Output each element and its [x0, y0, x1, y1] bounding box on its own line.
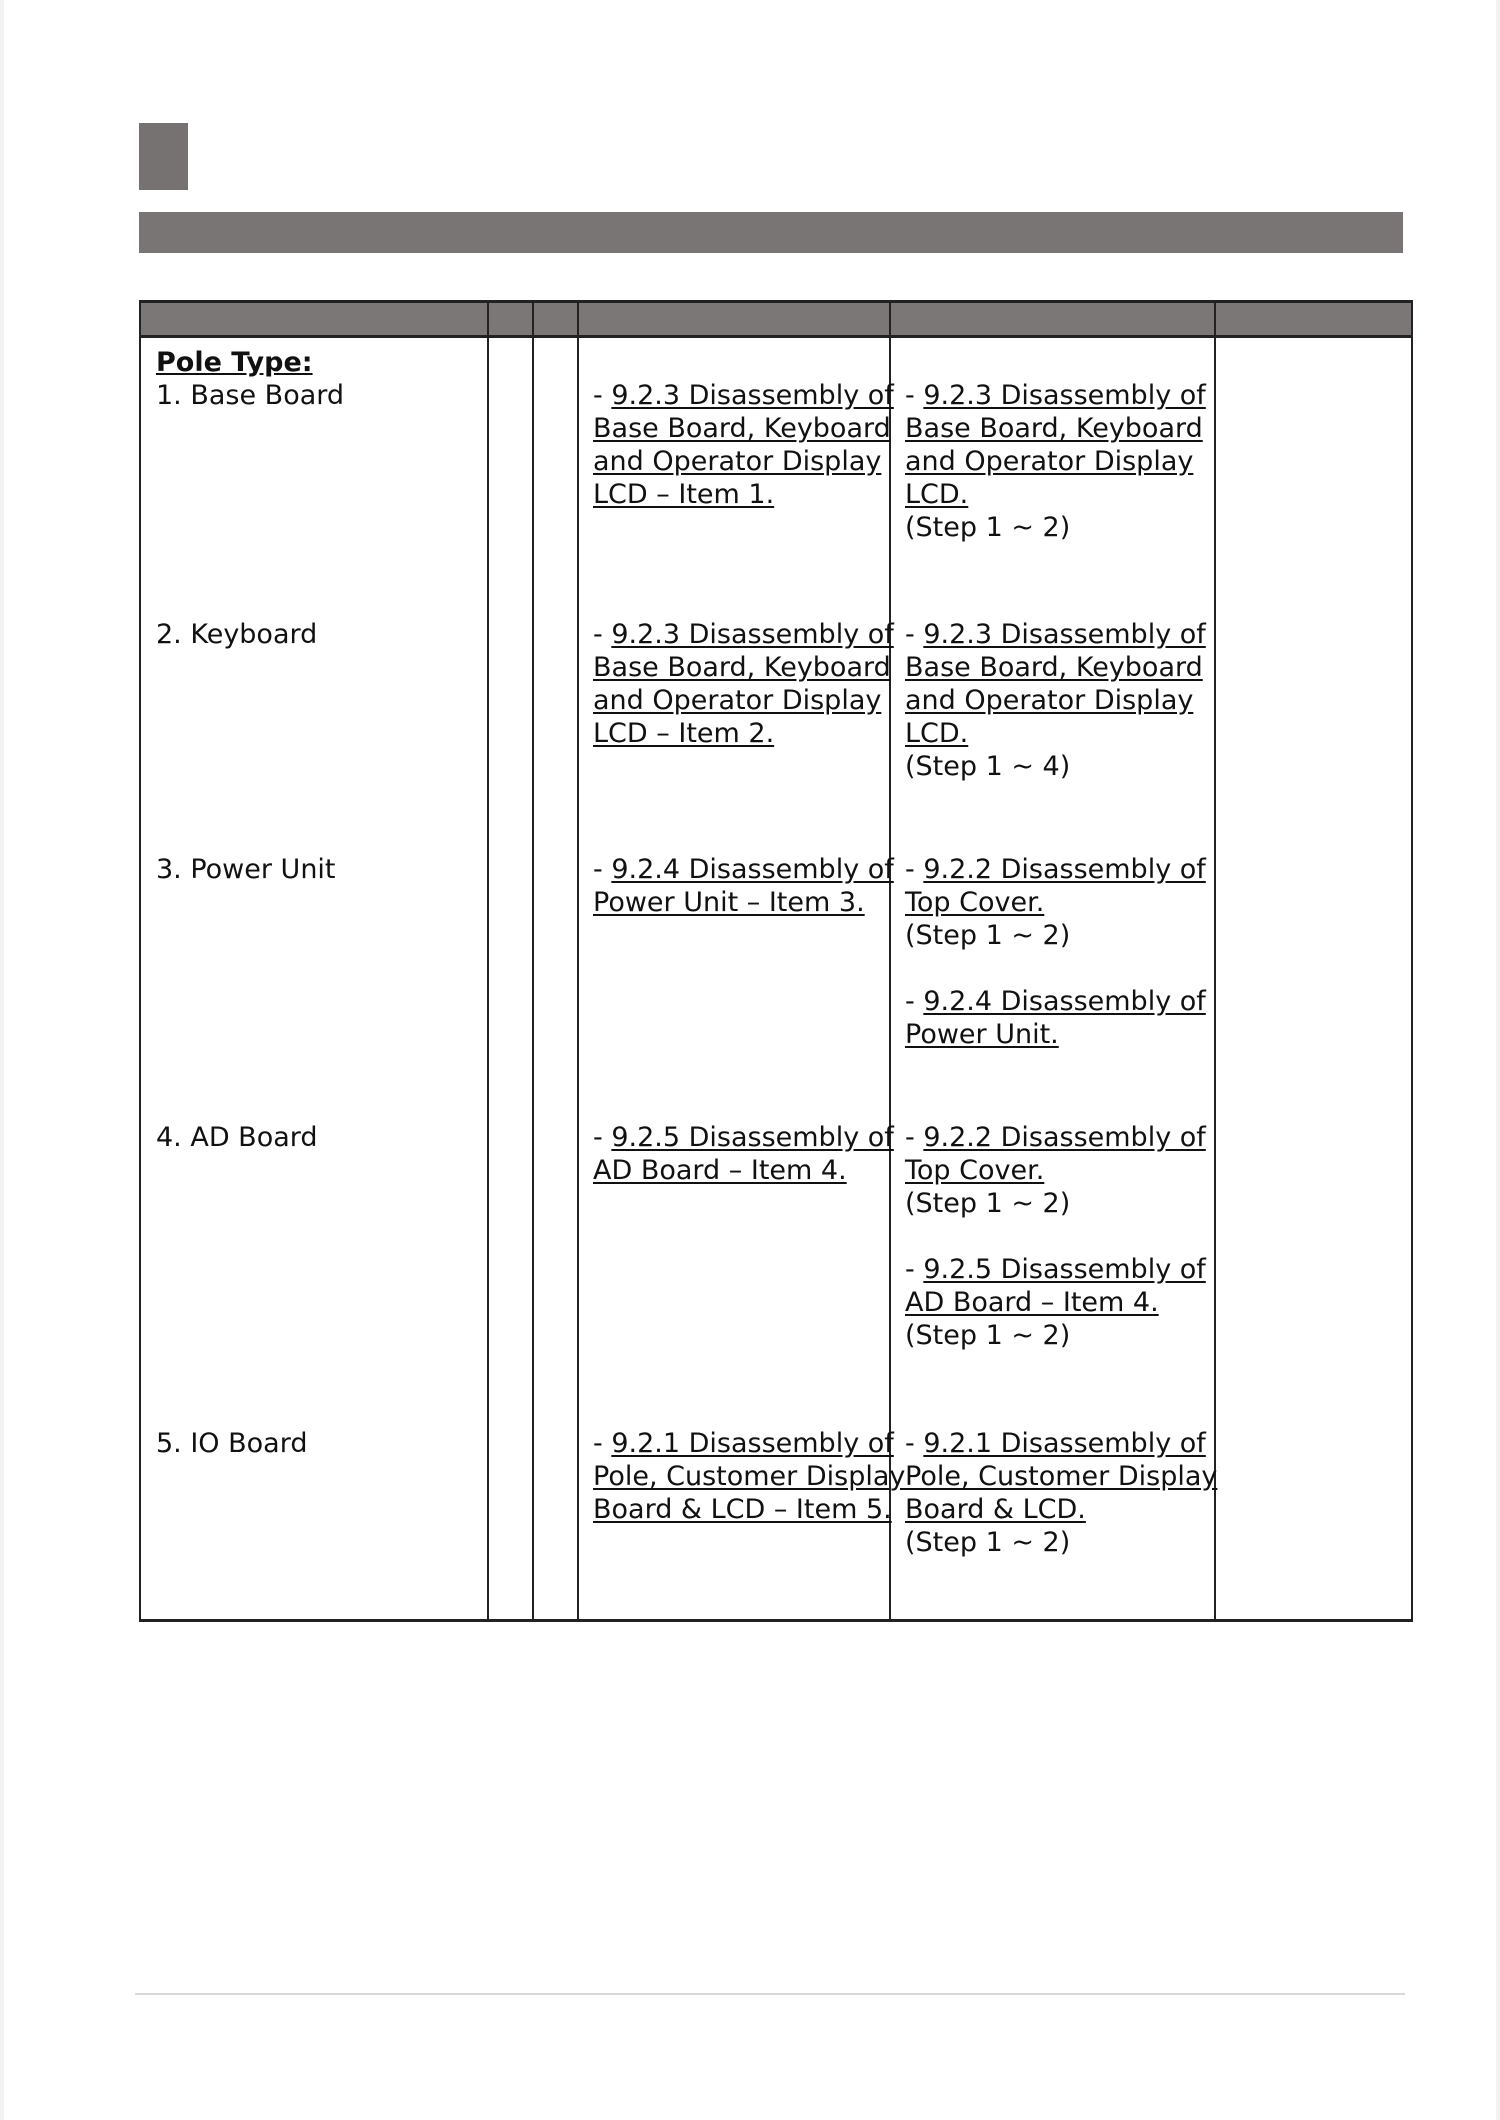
- reference-link[interactable]: Board & LCD – Item 5.: [593, 1494, 892, 1525]
- procedure-link[interactable]: LCD.: [905, 718, 969, 749]
- empty-cell: [533, 610, 578, 845]
- empty-cell: [1215, 337, 1412, 611]
- reference-link[interactable]: 9.2.1 Disassembly of: [611, 1428, 894, 1459]
- part-cell: [140, 845, 488, 1113]
- empty-cell: [488, 1419, 533, 1621]
- part-name: 5. IO Board: [156, 1428, 308, 1459]
- procedure-link[interactable]: Base Board, Keyboard: [905, 413, 1203, 444]
- step-range: (Step 1 ~ 4): [905, 751, 1071, 782]
- header-cell: [578, 302, 890, 337]
- chapter-marker-block: [139, 123, 188, 190]
- reference-link[interactable]: Power Unit – Item 3.: [593, 887, 865, 918]
- empty-cell: [1215, 610, 1412, 845]
- procedure-link[interactable]: 9.2.2 Disassembly of: [923, 1122, 1206, 1153]
- footer-divider: [135, 1993, 1405, 1995]
- reference-link[interactable]: LCD – Item 1.: [593, 479, 775, 510]
- reference-link[interactable]: and Operator Display: [593, 685, 882, 716]
- reference-link[interactable]: LCD – Item 2.: [593, 718, 775, 749]
- section-title-bar: [139, 212, 1403, 253]
- header-cell: [890, 302, 1215, 337]
- part-cell: [140, 610, 488, 845]
- procedure-link[interactable]: Top Cover.: [905, 887, 1045, 918]
- reference-link[interactable]: Pole, Customer Display: [593, 1461, 906, 1492]
- procedure-cell: - 9.2.1 Disassembly of Pole, Customer Display Board & LCD. (Step 1 ~ 2): [890, 1419, 1215, 1621]
- table-row: [140, 845, 1412, 1113]
- empty-cell: [533, 337, 578, 611]
- reference-cell: - 9.2.4 Disassembly of Power Unit – Item 3.: [578, 845, 890, 1113]
- empty-cell: [1215, 845, 1412, 1113]
- document-page: [4, 0, 1496, 2120]
- reference-link[interactable]: 9.2.3 Disassembly of: [611, 380, 894, 411]
- part-cell: [140, 1113, 488, 1419]
- procedure-link[interactable]: 9.2.2 Disassembly of: [923, 854, 1206, 885]
- reference-cell: - 9.2.1 Disassembly of Pole, Customer Display Board & LCD – Item 5.: [578, 1419, 890, 1621]
- procedure-link[interactable]: 9.2.4 Disassembly of: [923, 986, 1206, 1017]
- procedure-cell: - 9.2.3 Disassembly of Base Board, Keyboard and Operator Display LCD. (Step 1 ~ 2): [890, 337, 1215, 611]
- step-range: (Step 1 ~ 2): [905, 1188, 1071, 1219]
- reference-link[interactable]: 9.2.4 Disassembly of: [611, 854, 894, 885]
- procedure-link[interactable]: Board & LCD.: [905, 1494, 1086, 1525]
- empty-cell: [533, 1113, 578, 1419]
- reference-link[interactable]: and Operator Display: [593, 446, 882, 477]
- procedure-link[interactable]: 9.2.3 Disassembly of: [923, 619, 1206, 650]
- procedure-link[interactable]: 9.2.1 Disassembly of: [923, 1428, 1206, 1459]
- empty-cell: [533, 1419, 578, 1621]
- reference-cell: - 9.2.3 Disassembly of Base Board, Keyboard and Operator Display LCD – Item 2.: [578, 610, 890, 845]
- empty-cell: [488, 610, 533, 845]
- procedure-link[interactable]: AD Board – Item 4.: [905, 1287, 1159, 1318]
- empty-cell: [533, 845, 578, 1113]
- procedure-cell: - 9.2.2 Disassembly of Top Cover. (Step 1 ~ 2) - 9.2.4 Disassembly of Power Unit.: [890, 845, 1215, 1113]
- part-cell: [140, 1419, 488, 1621]
- procedure-link[interactable]: Base Board, Keyboard: [905, 652, 1203, 683]
- table-row: [140, 1113, 1412, 1419]
- procedure-link[interactable]: 9.2.5 Disassembly of: [923, 1254, 1206, 1285]
- table-row: [140, 1419, 1412, 1621]
- header-cell: [488, 302, 533, 337]
- empty-cell: [488, 845, 533, 1113]
- reference-link[interactable]: 9.2.3 Disassembly of: [611, 619, 894, 650]
- parts-table: [139, 300, 1413, 1622]
- procedure-cell: - 9.2.3 Disassembly of Base Board, Keyboard and Operator Display LCD. (Step 1 ~ 4): [890, 610, 1215, 845]
- section-label: Pole Type:: [156, 347, 313, 378]
- part-name: 2. Keyboard: [156, 619, 318, 650]
- reference-link[interactable]: 9.2.5 Disassembly of: [611, 1122, 894, 1153]
- step-range: (Step 1 ~ 2): [905, 920, 1071, 951]
- reference-link[interactable]: Base Board, Keyboard: [593, 413, 891, 444]
- header-cell: [140, 302, 488, 337]
- procedure-link[interactable]: LCD.: [905, 479, 969, 510]
- empty-cell: [488, 337, 533, 611]
- header-cell: [1215, 302, 1412, 337]
- reference-link[interactable]: Base Board, Keyboard: [593, 652, 891, 683]
- empty-cell: [1215, 1419, 1412, 1621]
- procedure-link[interactable]: 9.2.3 Disassembly of: [923, 380, 1206, 411]
- procedure-link[interactable]: Power Unit.: [905, 1019, 1059, 1050]
- reference-link[interactable]: AD Board – Item 4.: [593, 1155, 847, 1186]
- empty-cell: [1215, 1113, 1412, 1419]
- table-header-row: [140, 302, 1412, 337]
- reference-cell: - 9.2.5 Disassembly of AD Board – Item 4.: [578, 1113, 890, 1419]
- part-cell: [140, 337, 488, 611]
- empty-cell: [488, 1113, 533, 1419]
- procedure-cell: - 9.2.2 Disassembly of Top Cover. (Step 1 ~ 2) - 9.2.5 Disassembly of AD Board – Item 4. (Step 1 ~ 2): [890, 1113, 1215, 1419]
- procedure-link[interactable]: Pole, Customer Display: [905, 1461, 1218, 1492]
- procedure-link[interactable]: and Operator Display: [905, 685, 1194, 716]
- procedure-link[interactable]: Top Cover.: [905, 1155, 1045, 1186]
- step-range: (Step 1 ~ 2): [905, 1527, 1071, 1558]
- step-range: (Step 1 ~ 2): [905, 512, 1071, 543]
- reference-cell: - 9.2.3 Disassembly of Base Board, Keyboard and Operator Display LCD – Item 1.: [578, 337, 890, 611]
- table-row: [140, 337, 1412, 611]
- step-range: (Step 1 ~ 2): [905, 1320, 1071, 1351]
- part-name: 4. AD Board: [156, 1122, 318, 1153]
- part-name: 3. Power Unit: [156, 854, 336, 885]
- table-row: [140, 610, 1412, 845]
- header-cell: [533, 302, 578, 337]
- procedure-link[interactable]: and Operator Display: [905, 446, 1194, 477]
- part-name: 1. Base Board: [156, 380, 345, 411]
